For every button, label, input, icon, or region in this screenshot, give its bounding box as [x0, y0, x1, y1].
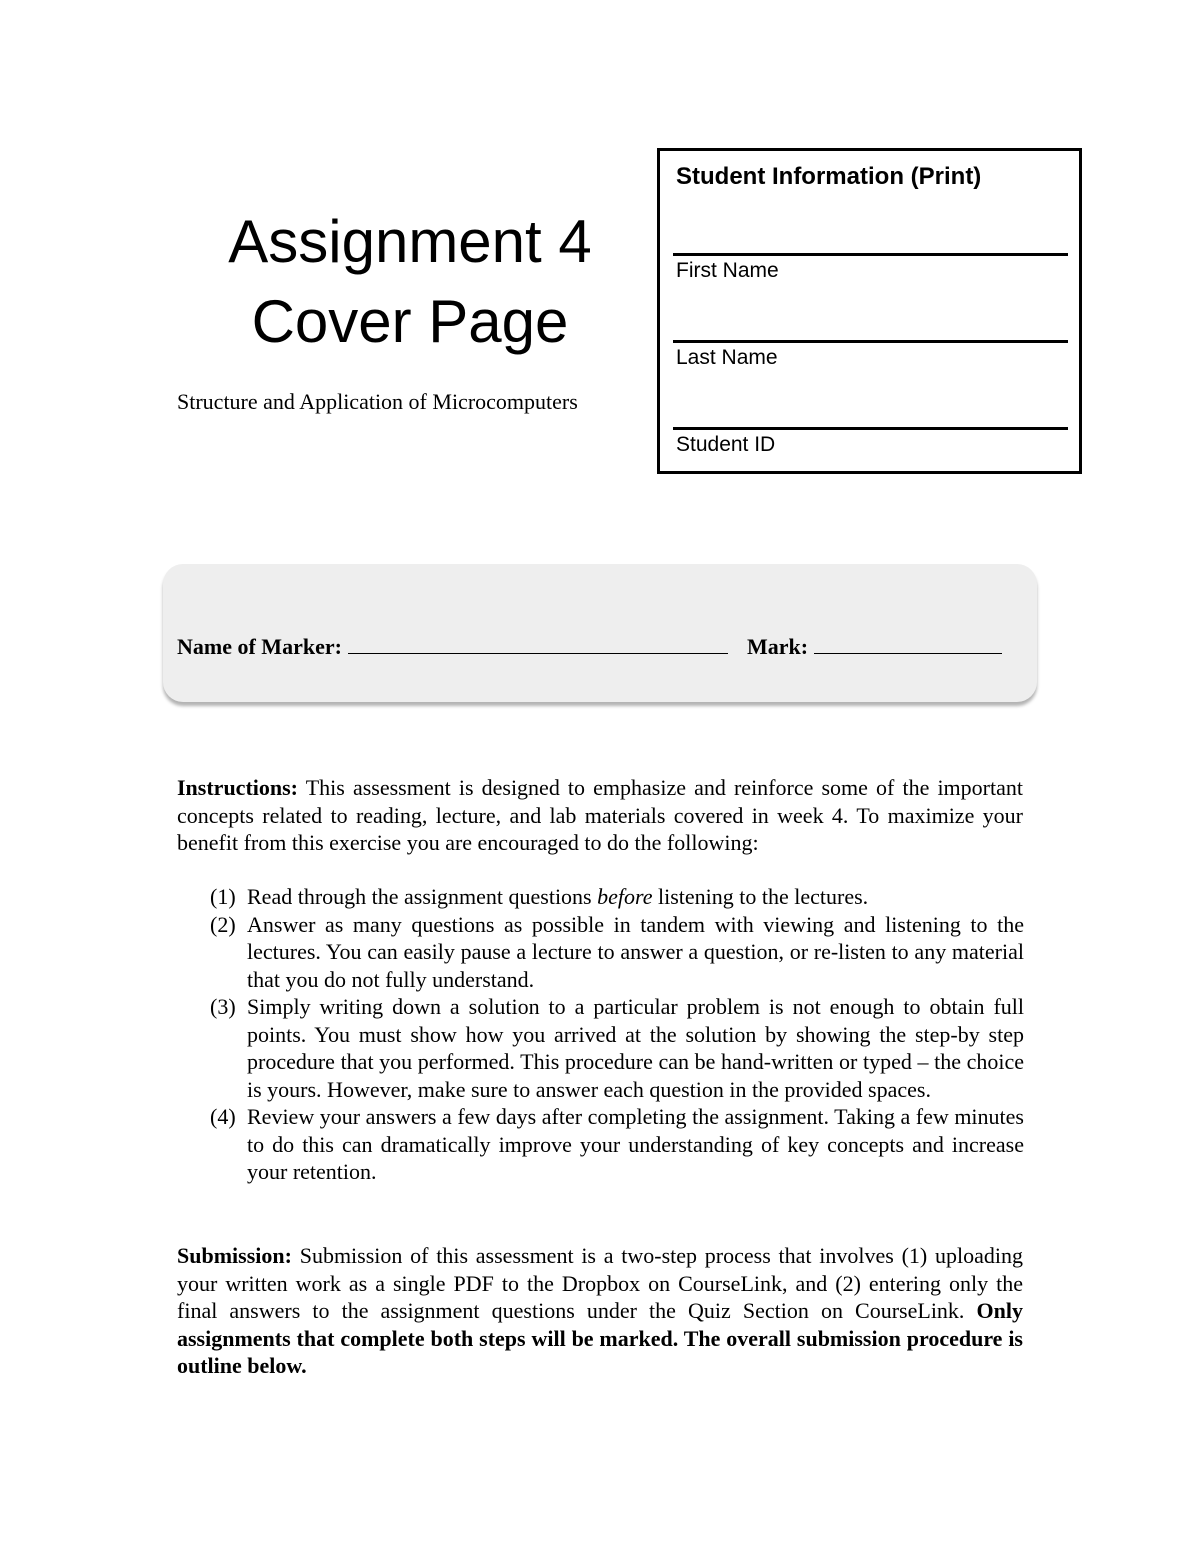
step-text: Simply writing down a solution to a particular problem is not enough to obtain full points. You must show how you arrived at the solution by showing the step-by step procedure that you performed. This procedure can be hand-written or typed – the choice is yours. However, make sure to answer each question in the provided spaces.: [247, 994, 1024, 1102]
last-name-label: Last Name: [676, 346, 778, 369]
step-text: Read through the assignment questions: [247, 884, 598, 909]
list-item: [210, 911, 1024, 994]
list-item: [210, 1103, 1024, 1186]
step-number: (2): [210, 911, 236, 937]
marker-row: [177, 634, 1002, 660]
marker-name-field[interactable]: [348, 652, 728, 654]
course-name: Structure and Application of Microcomputers: [177, 389, 578, 414]
first-name-field[interactable]: [673, 253, 1068, 256]
step-text: Review your answers a few days after completing the assignment. Taking a few minutes to do this can dramatically improve your understanding of key concepts and increase your retention.: [247, 1104, 1024, 1184]
mark-field[interactable]: [814, 652, 1002, 654]
step-emphasis: before: [597, 884, 653, 909]
last-name-field[interactable]: [673, 340, 1068, 343]
instructions-paragraph: [177, 774, 1023, 857]
student-id-label: Student ID: [676, 433, 776, 456]
student-id-field[interactable]: [673, 427, 1068, 430]
step-number: (1): [210, 884, 236, 909]
marker-panel: [163, 564, 1037, 702]
marker-name-label: Name of Marker:: [177, 634, 342, 659]
title-line-2: Cover Page: [251, 288, 569, 355]
submission-paragraph: [177, 1242, 1023, 1380]
instruction-steps: [210, 883, 1024, 1186]
title-line-1: Assignment 4: [228, 208, 592, 275]
list-item: [210, 993, 1024, 1103]
mark-label: Mark:: [746, 634, 809, 659]
submission-label: Submission:: [177, 1243, 292, 1268]
student-info-box: [657, 148, 1082, 474]
step-text: Answer as many questions as possible in tandem with viewing and listening to the lectures. You can easily pause a lecture to answer a question, or re-listen to any material that you do not fully understand.: [247, 911, 1024, 992]
list-item: [210, 883, 1024, 911]
step-text-end: listening to the lectures.: [652, 884, 869, 909]
page-title: [170, 202, 650, 362]
first-name-label: First Name: [676, 259, 779, 282]
submission-bold-text: Only assignments that complete both steps will be marked. The overall submission procedure is outline below.: [177, 1298, 1023, 1378]
student-info-heading: Student Information (Print): [676, 163, 982, 190]
submission-text: Submission of this assessment is a two-step process that involves (1) uploading your written work as a single PDF to the Dropbox on CourseLink, and (2) entering only the final answers to the assignment questions under the Quiz Section on CourseLink.: [177, 1243, 1023, 1323]
instructions-text: This assessment is designed to emphasize and reinforce some of the important concepts related to reading, lecture, and lab materials covered in week 4. To maximize your benefit from this exercise you are encouraged to do the following:: [177, 775, 1023, 855]
step-number: (4): [210, 1104, 236, 1129]
instructions-label: Instructions:: [177, 775, 299, 800]
step-number: (3): [210, 994, 236, 1019]
